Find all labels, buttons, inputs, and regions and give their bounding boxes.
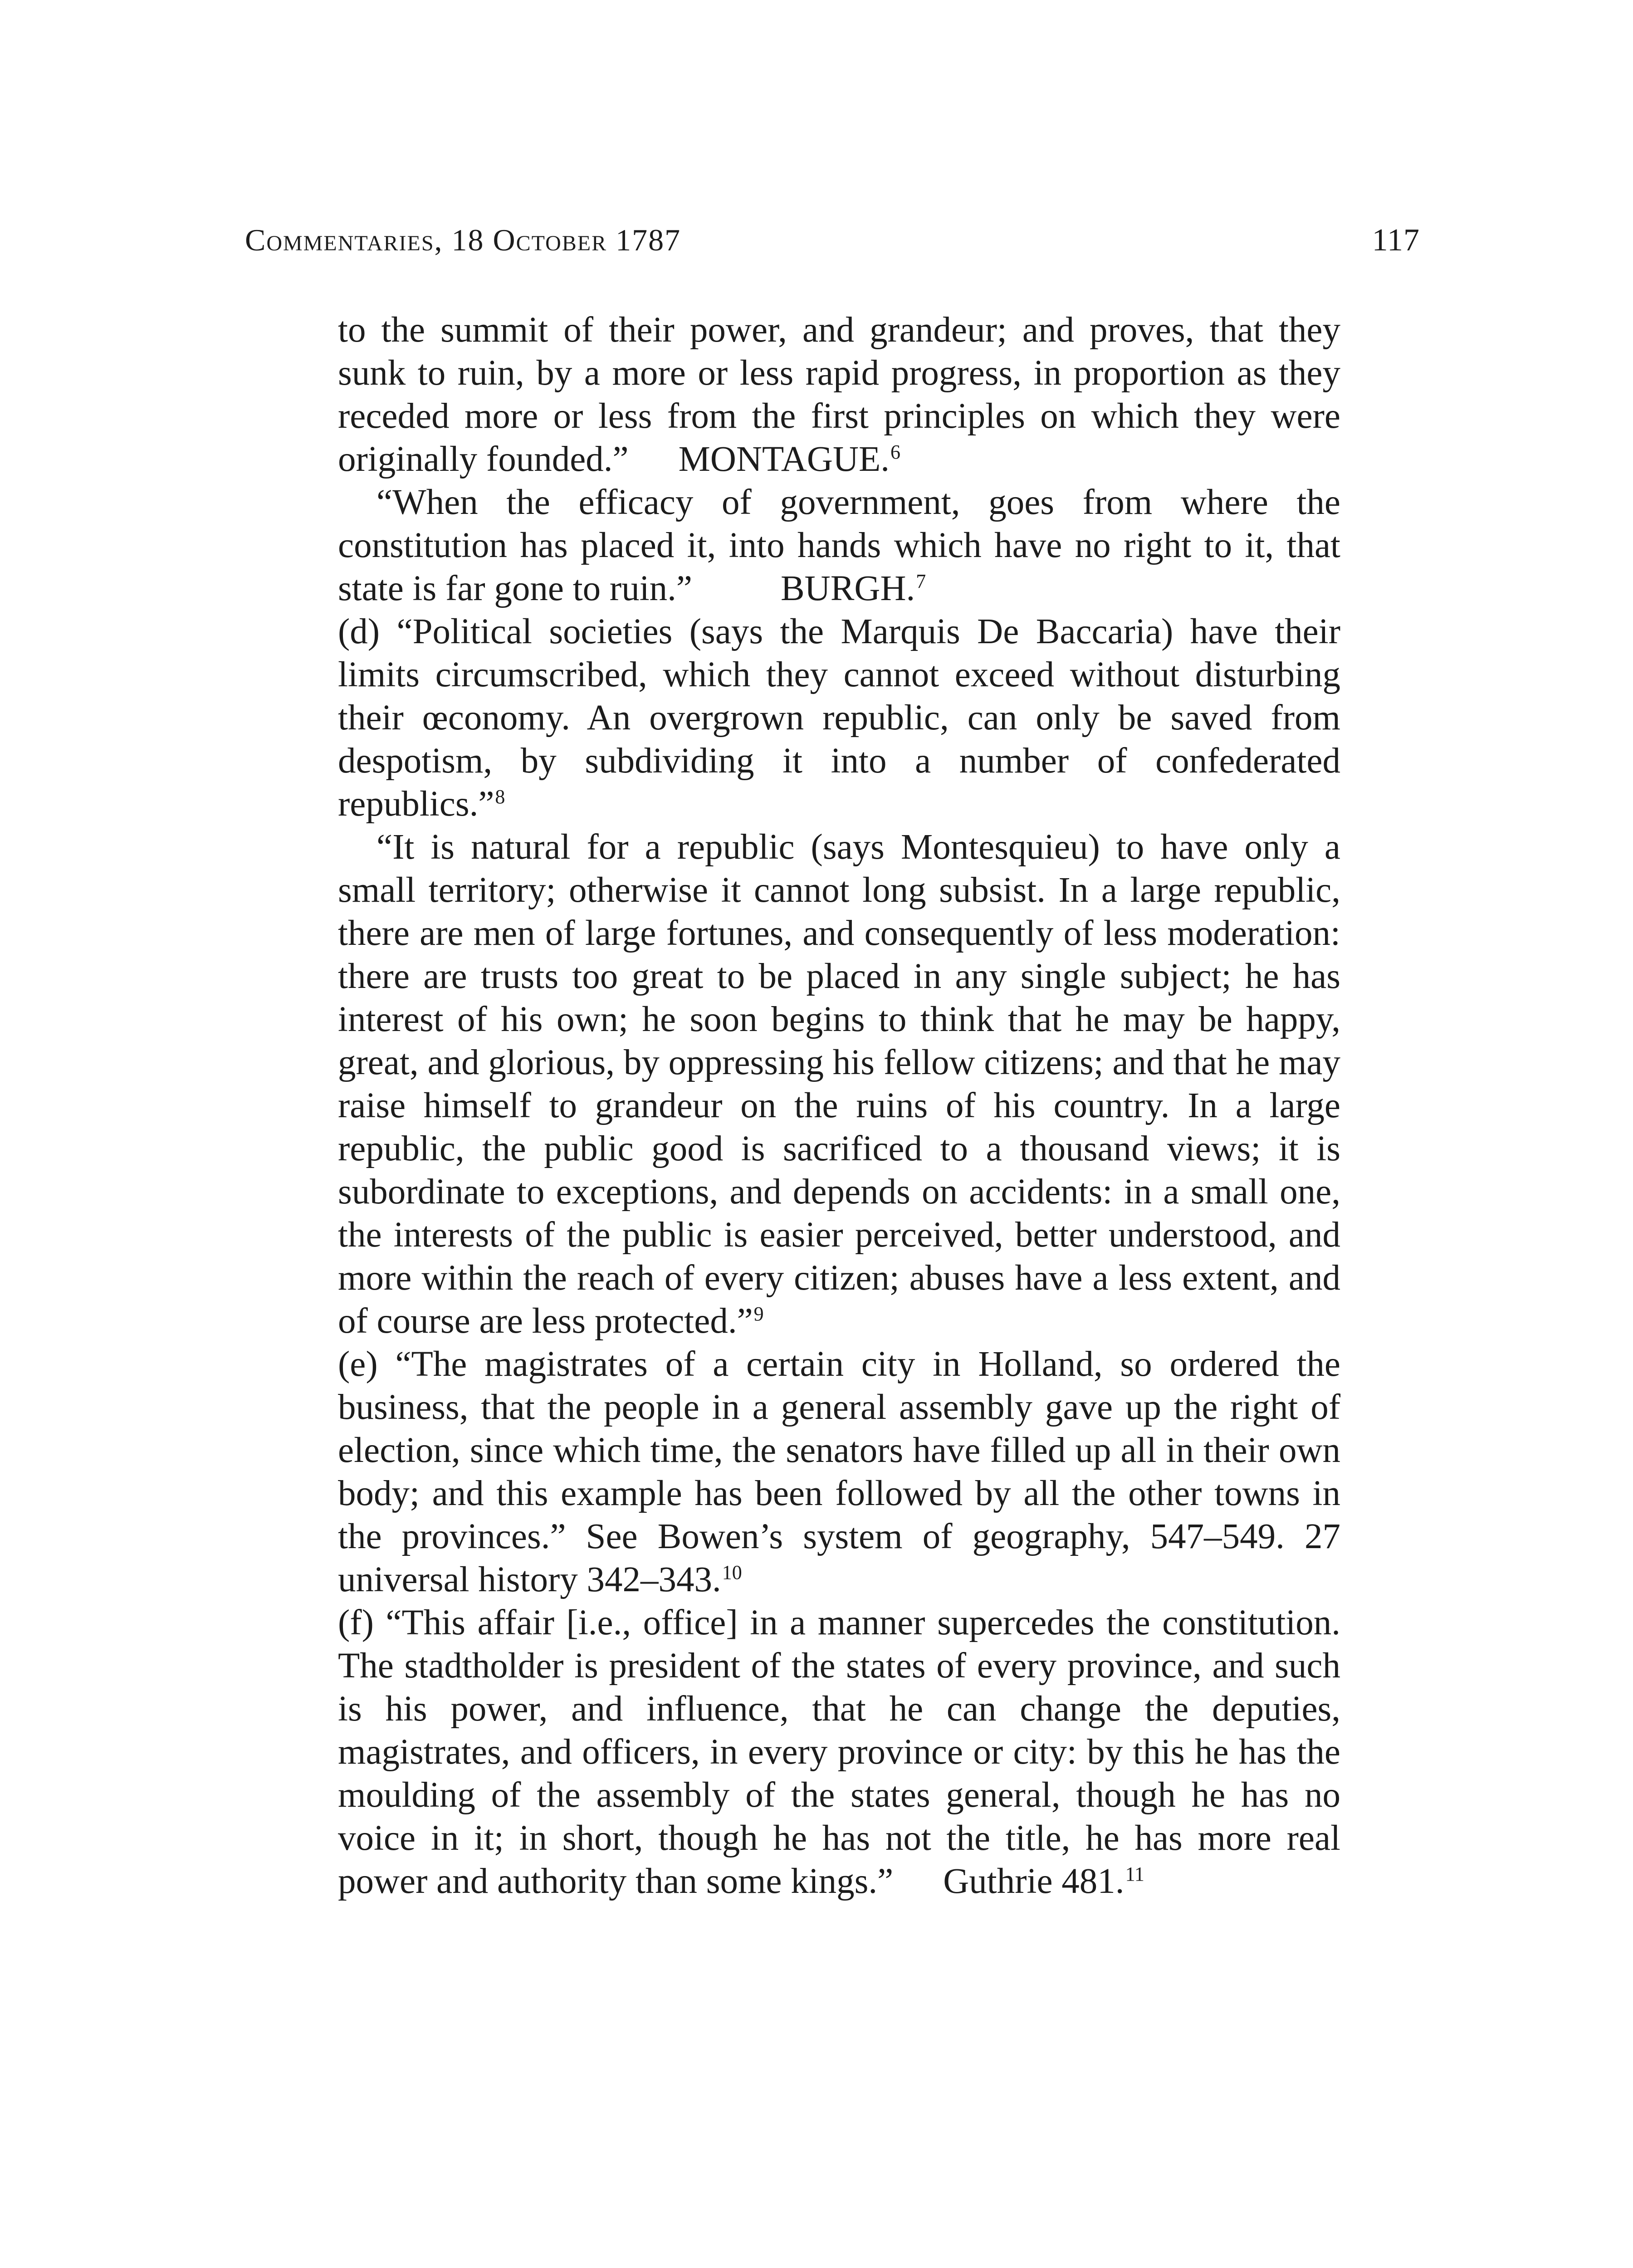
citation-burgh: BURGH.	[780, 569, 915, 608]
paragraph-continuation-montague	[338, 308, 1340, 481]
body-text	[338, 308, 1340, 1903]
citation-montague: MONTAGUE.	[678, 440, 890, 479]
paragraph-text: (d) “Political societies (says the Marquis De Baccaria) have their limits circumscribed, which they cannot exceed without disturbing their œconomy. An overgrown republic, can only be saved from despotism, by subdividing it into a number of confederated republics.”	[338, 612, 1340, 824]
paragraph-text: to the summit of their power, and grandeur; and proves, that they sunk to ruin, by a more or less rapid progress, in proportion as they receded more or less from the first principles on which they were originally founded.”	[338, 310, 1340, 479]
footnote-marker: 6	[890, 440, 901, 463]
footnote-marker: 11	[1125, 1862, 1144, 1885]
page-number: 117	[1372, 223, 1420, 258]
citation-guthrie: Guthrie 481.	[943, 1862, 1125, 1901]
paragraph-text: (f) “This affair [i.e., office] in a manner supercedes the constitution. The stadtholder is president of the states of every province, and such is his power, and influence, that he can change the deputies, magistrates, and officers, in every province or city: by this he has the moulding of the assembly of the states general, though he has no voice in it; in short, though he has not the title, he has more real power and authority than some kings.”	[338, 1603, 1340, 1901]
paragraph-text: (e) “The magistrates of a certain city in Holland, so ordered the business, that the people in a general assembly gave up the right of election, since which time, the senators have filled up all in their own body; and this example has been followed by all the other towns in the provinces.” See Bowen’s system of geography, 547–549. 27 universal history 342–343.	[338, 1344, 1340, 1599]
paragraph-text: “It is natural for a republic (says Montesquieu) to have only a small territory; otherwise it cannot long subsist. In a large republic, there are men of large fortunes, and consequently of less moderation: there are trusts too great to be placed in any single subject; he has interest of his own; he soon begins to think that he may be happy, great, and glorious, by oppressing his fellow citizens; and that he may raise himself to grandeur on the ruins of his country. In a large republic, the public good is sacrificed to a thousand views; it is subordinate to exceptions, and depends on accidents: in a small one, the interests of the public is easier perceived, better understood, and more within the reach of every citizen; abuses have a less extent, and of course are less protected.”	[338, 827, 1340, 1341]
paragraph-note-e	[338, 1343, 1340, 1601]
paragraph-text: “When the efficacy of government, goes from where the constitution has placed it, into hands which have no right to it, that state is far gone to ruin.”	[338, 483, 1340, 608]
paragraph-montesquieu-quote	[338, 826, 1340, 1343]
footnote-marker: 7	[916, 570, 926, 592]
paragraph-note-f	[338, 1601, 1340, 1903]
running-title: Commentaries, 18 October 1787	[245, 223, 681, 257]
footnote-marker: 8	[495, 785, 505, 808]
footnote-marker: 9	[753, 1302, 764, 1325]
running-head	[245, 222, 1420, 268]
footnote-marker: 10	[722, 1561, 742, 1584]
paragraph-burgh-quote	[338, 481, 1340, 610]
paragraph-note-d	[338, 610, 1340, 826]
